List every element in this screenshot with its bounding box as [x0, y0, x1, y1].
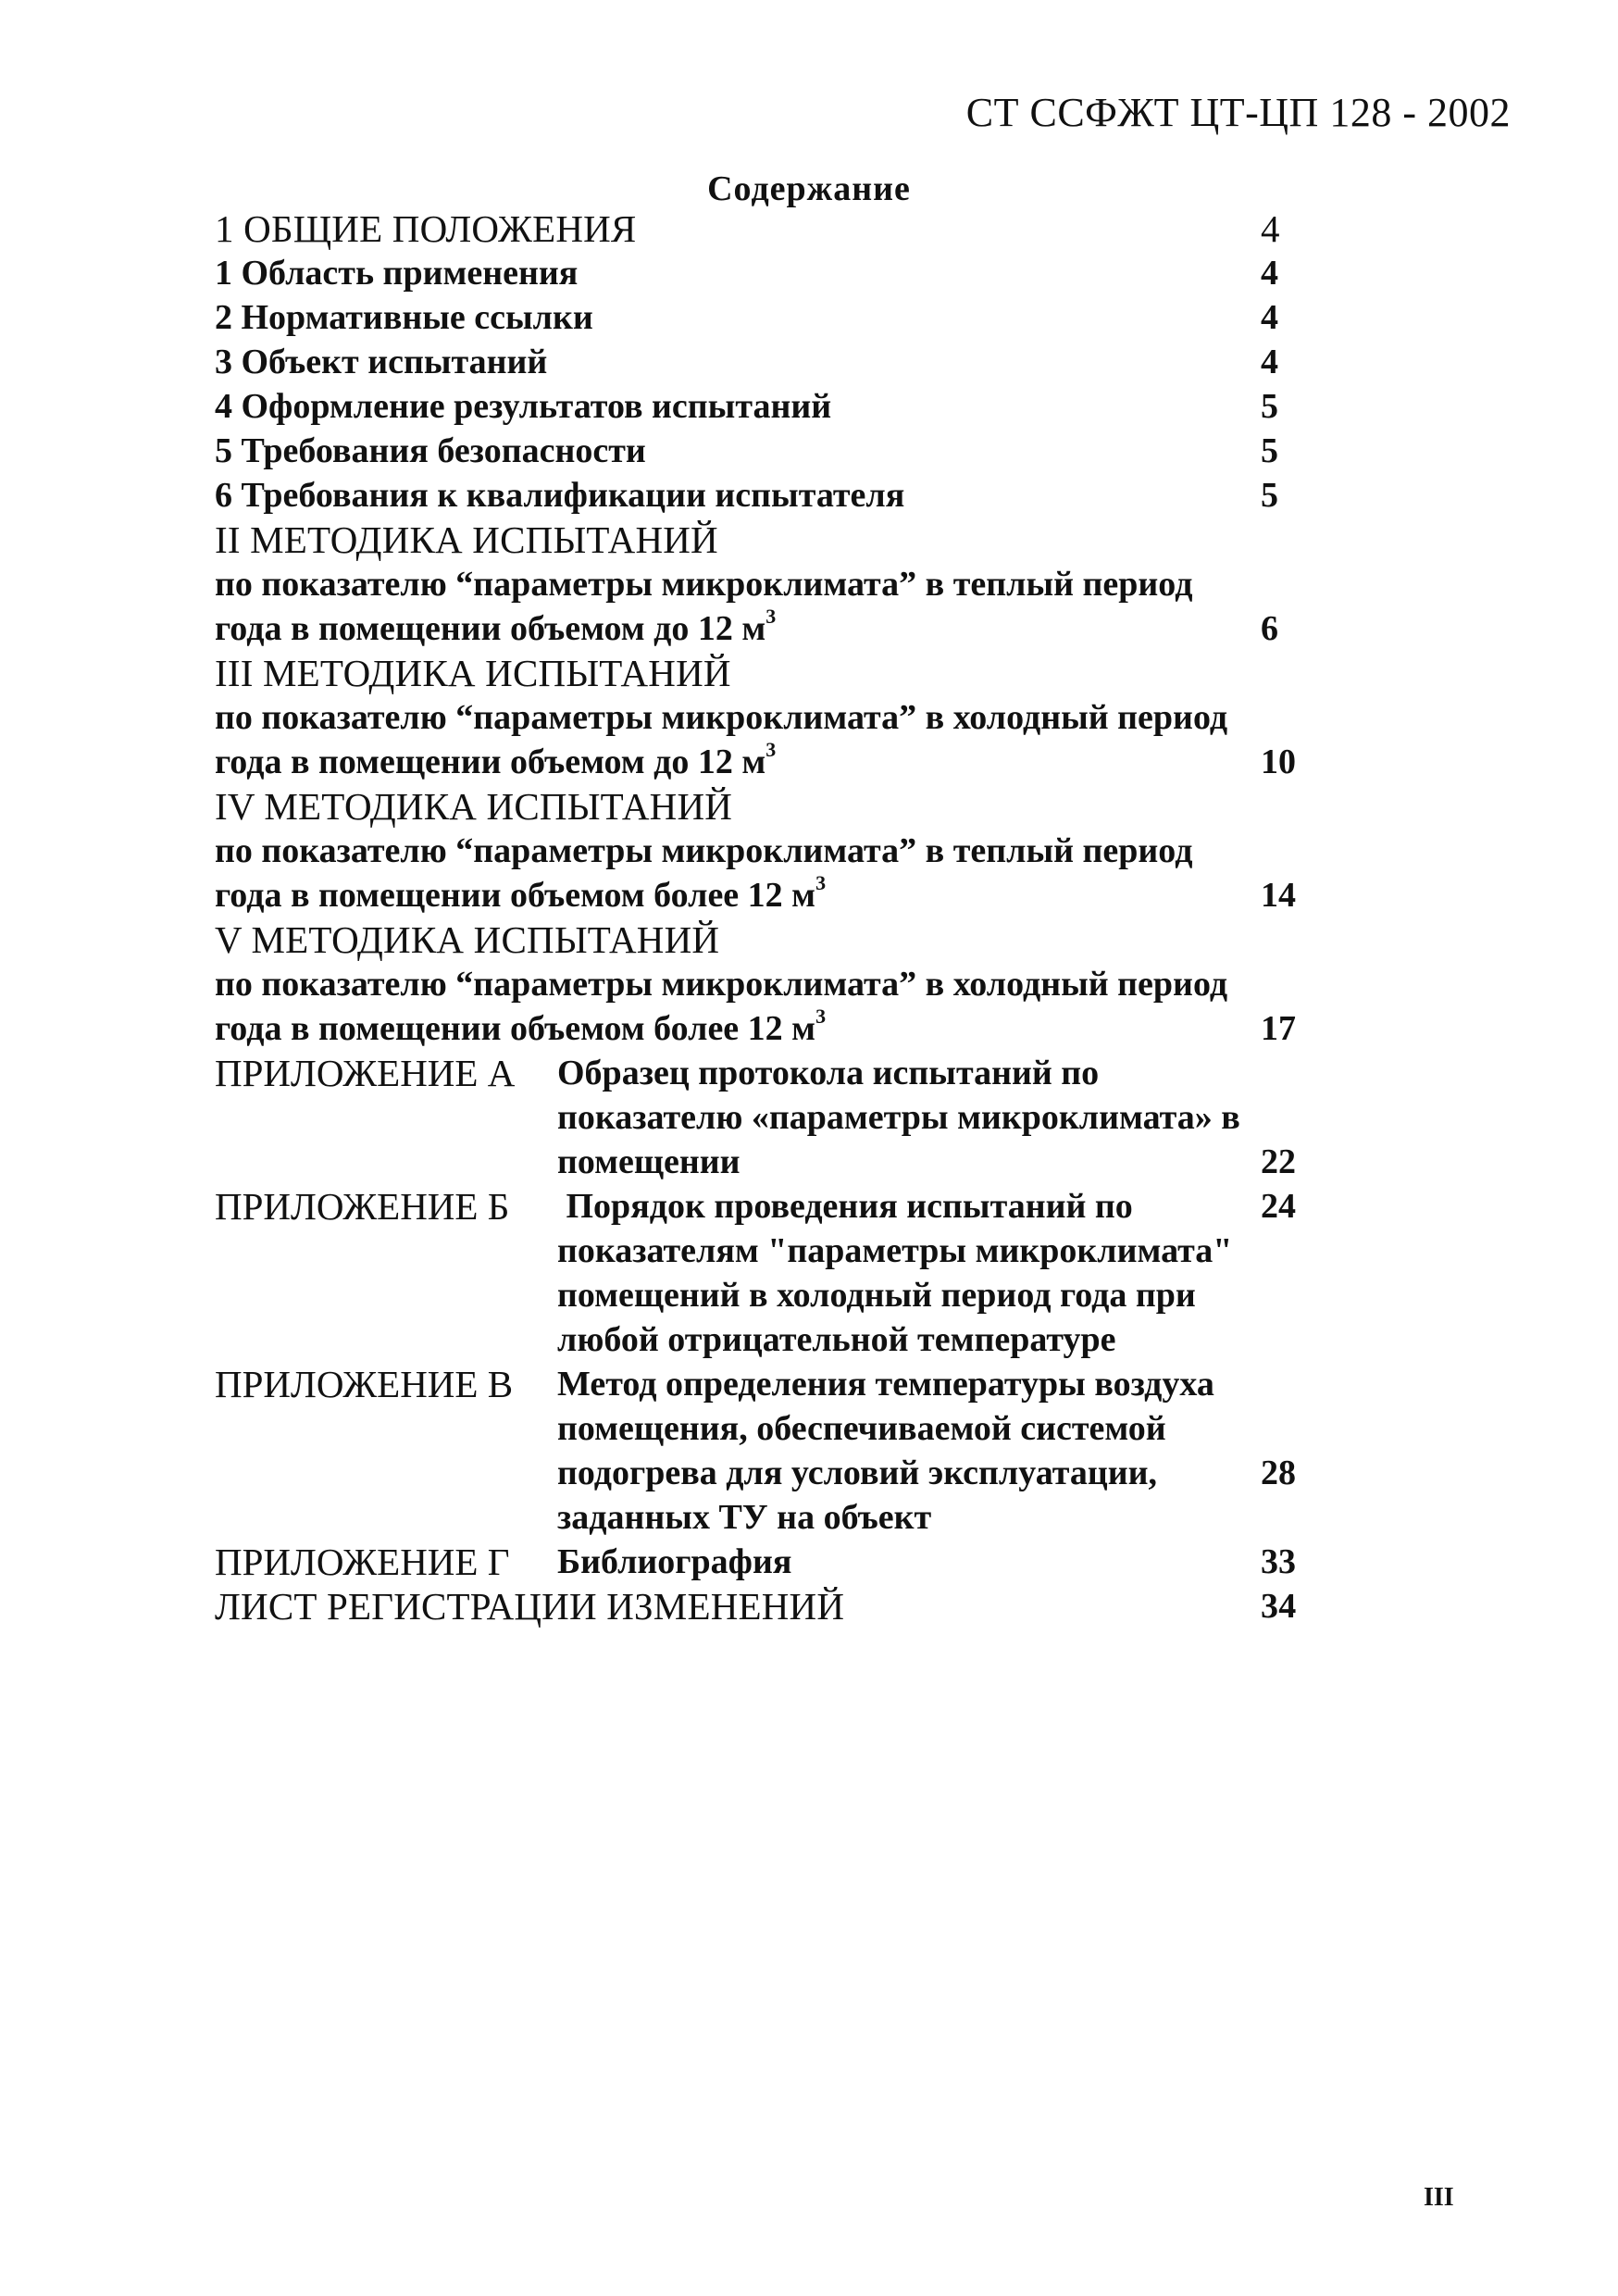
toc-method-3-line1 — [215, 695, 1363, 740]
toc-method-2-title[interactable] — [215, 518, 1363, 562]
toc-entry-changes[interactable] — [215, 1584, 1363, 1628]
toc-entry-general-1[interactable] — [215, 251, 1363, 295]
toc-appendix-v[interactable] — [215, 1362, 1363, 1540]
toc-method-subtitle: по показателю “параметры микроклимата” в теплый период — [215, 831, 1193, 870]
appendix-desc-line: Библиография — [557, 1542, 792, 1581]
toc-method-5-line1 — [215, 962, 1363, 1006]
toc-page-number: 4 — [1261, 207, 1280, 250]
toc-entry-text: 1 ОБЩИЕ ПОЛОЖЕНИЯ — [215, 207, 637, 250]
appendix-desc-line: Метод определения температуры воздуха — [557, 1365, 1214, 1404]
toc-page-number: 6 — [1261, 609, 1278, 648]
toc-method-2-line1 — [215, 562, 1363, 606]
toc-method-3-title[interactable] — [215, 651, 1363, 695]
toc-page-number: 28 — [1261, 1454, 1296, 1492]
toc-method-4-line2[interactable] — [215, 873, 1363, 917]
toc-entry-general-2[interactable] — [215, 295, 1363, 340]
toc-page-number: 24 — [1261, 1187, 1296, 1226]
appendix-desc-line: Образец протокола испытаний по — [557, 1054, 1100, 1092]
toc-entry-general-6[interactable] — [215, 473, 1363, 518]
toc-entry-text: 1 Область применения — [215, 254, 579, 293]
toc-method-5-title[interactable] — [215, 917, 1363, 962]
toc-entry-text: 3 Объект испытаний — [215, 343, 548, 381]
toc-entry-text: 6 Требования к квалификации испытателя — [215, 476, 905, 515]
toc-entry-general-3[interactable] — [215, 340, 1363, 384]
appendix-desc-line: помещений в холодный период года при — [557, 1276, 1196, 1315]
toc-method-title: III МЕТОДИКА ИСПЫТАНИЙ — [215, 652, 731, 694]
toc-page-number: 5 — [1261, 476, 1278, 515]
toc-entry-general-5[interactable] — [215, 429, 1363, 473]
toc-method-subtitle: года в помещении объемом более 12 м — [215, 1009, 816, 1048]
toc-method-2-line2[interactable] — [215, 606, 1363, 651]
toc-method-4-line1 — [215, 829, 1363, 873]
appendix-desc-line: показателю «параметры микроклимата» в — [557, 1098, 1240, 1137]
appendix-desc-line: любой отрицательной температуре — [557, 1320, 1116, 1359]
superscript: 3 — [765, 738, 777, 762]
toc-page-number: 10 — [1261, 742, 1296, 781]
toc-page-number: 34 — [1261, 1587, 1297, 1626]
toc-entry-general-section[interactable] — [215, 206, 1363, 251]
toc-entry-text: ЛИСТ РЕГИСТРАЦИИ ИЗМЕНЕНИЙ — [215, 1585, 845, 1628]
toc-method-subtitle: по показателю “параметры микроклимата” в теплый период — [215, 565, 1193, 604]
toc-page-number: 5 — [1261, 431, 1278, 470]
toc-page-number: 17 — [1261, 1009, 1296, 1048]
appendix-label: ПРИЛОЖЕНИЕ Г — [215, 1541, 510, 1583]
toc-entry-text: 4 Оформление результатов испытаний — [215, 387, 832, 426]
appendix-desc-line: показателям "параметры микроклимата" — [557, 1231, 1233, 1270]
toc-appendix-b[interactable] — [215, 1184, 1363, 1362]
appendix-desc-line: помещении — [557, 1142, 741, 1181]
toc-entry-general-4[interactable] — [215, 384, 1363, 429]
toc-method-subtitle: по показателю “параметры микроклимата” в холодный период — [215, 965, 1228, 1004]
table-of-contents — [215, 206, 1363, 1628]
toc-page-number: 5 — [1261, 387, 1278, 426]
document-code: СТ ССФЖТ ЦТ-ЦП 128 - 2002 — [965, 90, 1511, 135]
superscript: 3 — [815, 871, 827, 895]
toc-page-number: 22 — [1261, 1142, 1296, 1181]
toc-method-subtitle: года в помещении объемом до 12 м — [215, 742, 766, 781]
toc-page-number: 4 — [1261, 343, 1278, 381]
superscript: 3 — [765, 605, 777, 629]
appendix-label: ПРИЛОЖЕНИЕ А — [215, 1052, 516, 1094]
toc-entry-text: 5 Требования безопасности — [215, 431, 646, 470]
toc-page-number: 4 — [1261, 254, 1278, 293]
toc-appendix-g[interactable] — [215, 1540, 1363, 1584]
toc-page-number: 4 — [1261, 298, 1278, 337]
toc-entry-text: 2 Нормативные ссылки — [215, 298, 593, 337]
toc-page-number: 14 — [1261, 876, 1296, 915]
toc-method-5-line2[interactable] — [215, 1006, 1363, 1051]
appendix-desc-line: Порядок проведения испытаний по — [557, 1187, 1133, 1226]
superscript: 3 — [815, 1004, 827, 1029]
toc-method-title: II МЕТОДИКА ИСПЫТАНИЙ — [215, 518, 718, 561]
toc-method-subtitle: по показателю “параметры микроклимата” в холодный период — [215, 698, 1228, 737]
toc-appendix-a[interactable] — [215, 1051, 1363, 1184]
toc-title: Содержание — [707, 169, 911, 208]
toc-method-title: V МЕТОДИКА ИСПЫТАНИЙ — [215, 918, 720, 961]
appendix-desc-line: заданных ТУ на объект — [557, 1498, 932, 1537]
appendix-label: ПРИЛОЖЕНИЕ Б — [215, 1185, 510, 1228]
toc-method-3-line2[interactable] — [215, 740, 1363, 784]
toc-method-subtitle: года в помещении объемом до 12 м — [215, 609, 766, 648]
toc-method-4-title[interactable] — [215, 784, 1363, 829]
appendix-desc-line: подогрева для условий эксплуатации, — [557, 1454, 1158, 1492]
toc-page-number: 33 — [1261, 1542, 1296, 1581]
page-number: III — [1424, 2183, 1454, 2212]
toc-method-subtitle: года в помещении объемом более 12 м — [215, 876, 816, 915]
appendix-label: ПРИЛОЖЕНИЕ В — [215, 1363, 514, 1405]
toc-method-title: IV МЕТОДИКА ИСПЫТАНИЙ — [215, 785, 733, 828]
appendix-desc-line: помещения, обеспечиваемой системой — [557, 1409, 1166, 1448]
